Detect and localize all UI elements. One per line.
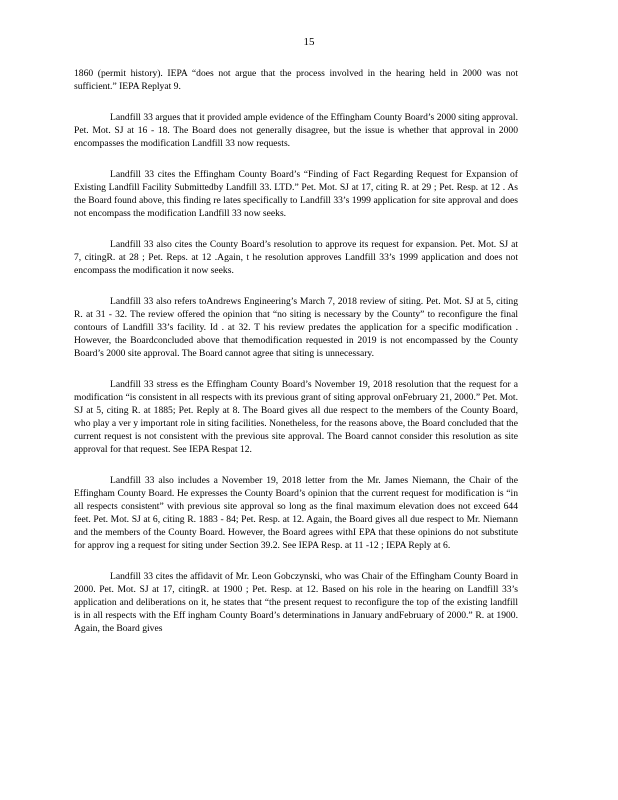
paragraph-gobczynski-affidavit: Landfill 33 cites the affidavit of Mr. Leon Gobczynski, who was Chair of the Effingham County Board in 2000. Pet. Mot. SJ at 17, citingR. at 1900 ; Pet. Resp. at 12. Based on his role in the hearing on Landfill 33’s application and deliberations on it, he states that “the present request to reconfigure the top of the existing landfill is in all respects with the Eff ingham County Board’s determinations in January andFebruary of 2000.” R. at 1900. Again, the Board gives xyxy=(74,571,518,634)
paragraph-county-resolution: Landfill 33 also cites the County Board’s resolution to approve its request for expansion. Pet. Mot. SJ at 7, citingR. at 28 ; Pet. Reps. at 12 .Again, t he resolution approves Landfill 33’s 1999 application and does not encompass the modification it now seeks. xyxy=(74,239,518,276)
page-number: 15 xyxy=(303,36,315,48)
paragraph-finding-of-fact: Landfill 33 cites the Effingham County Board’s “Finding of Fact Regarding Request for Expansion of Existing Landfill Facility Submittedby Landfill 33. LTD.” Pet. Mot. SJ at 17, citing R. at 29 ; Pet. Resp. at 12 . As the Board found above, this finding re lates specifically to Landfill 33’s 1999 application for site approval and does not encompass the modification Landfill 33 now seeks. xyxy=(74,169,518,219)
paragraph-permit-history: 1860 (permit history). IEPA “does not argue that the process involved in the hearing held in 2000 was not sufficient.” IEPA Replyat 9. xyxy=(74,68,518,92)
paragraph-november-resolution: Landfill 33 stress es the Effingham County Board’s November 19, 2018 resolution that the request for a modification “is consistent in all respects with its previous grant of siting approval onFebruary 21, 2000.” Pet. Mot. SJ at 5, citing R. at 1885; Pet. Reply at 8. The Board gives all due respect to the members of the County Board, who play a ver y important role in siting facilities. Nonetheless, for the reasons above, the Board concluded that the current request is not consistent with the previous site approval. The Board cannot consider this resolution as site approval for that request. See IEPA Respat 12. xyxy=(74,379,518,455)
paragraph-andrews-review: Landfill 33 also refers toAndrews Engineering’s March 7, 2018 review of siting. Pet. Mot. SJ at 5, citing R. at 31 - 32. The review offered the opinion that “no siting is necessary by the County” to reconfigure the final contours of Landfill 33’s facility. Id . at 32. T his review predates the application for a specific modification . However, the Boardconcluded above that themodification requested in 2019 is not encompassed by the County Board’s 2000 site approval. The Board cannot agree that siting is unnecessary. xyxy=(74,296,518,359)
document-body xyxy=(74,67,518,635)
paragraph-niemann-letter: Landfill 33 also includes a November 19, 2018 letter from the Mr. James Niemann, the Chair of the Effingham County Board. He expresses the County Board’s opinion that the current request for modification is “in all respects consistent” with previous site approval so long as the final maximum elevation does not exceed 644 feet. Pet. Mot. SJ at 6, citing R. 1883 - 84; Pet. Resp. at 12. Again, the Board gives all due respect to Mr. Niemann and the members of the County Board. However, the Board agrees withI EPA that these opinions do not substitute for approv ing a request for siting under Section 39.2. See IEPA Resp. at 11 -12 ; IEPA Reply at 6. xyxy=(74,475,518,551)
paragraph-siting-evidence: Landfill 33 argues that it provided ample evidence of the Effingham County Board’s 2000 siting approval. Pet. Mot. SJ at 16 - 18. The Board does not generally disagree, but the issue is whether that approval in 2000 encompasses the modification Landfill 33 now requests. xyxy=(74,112,518,149)
